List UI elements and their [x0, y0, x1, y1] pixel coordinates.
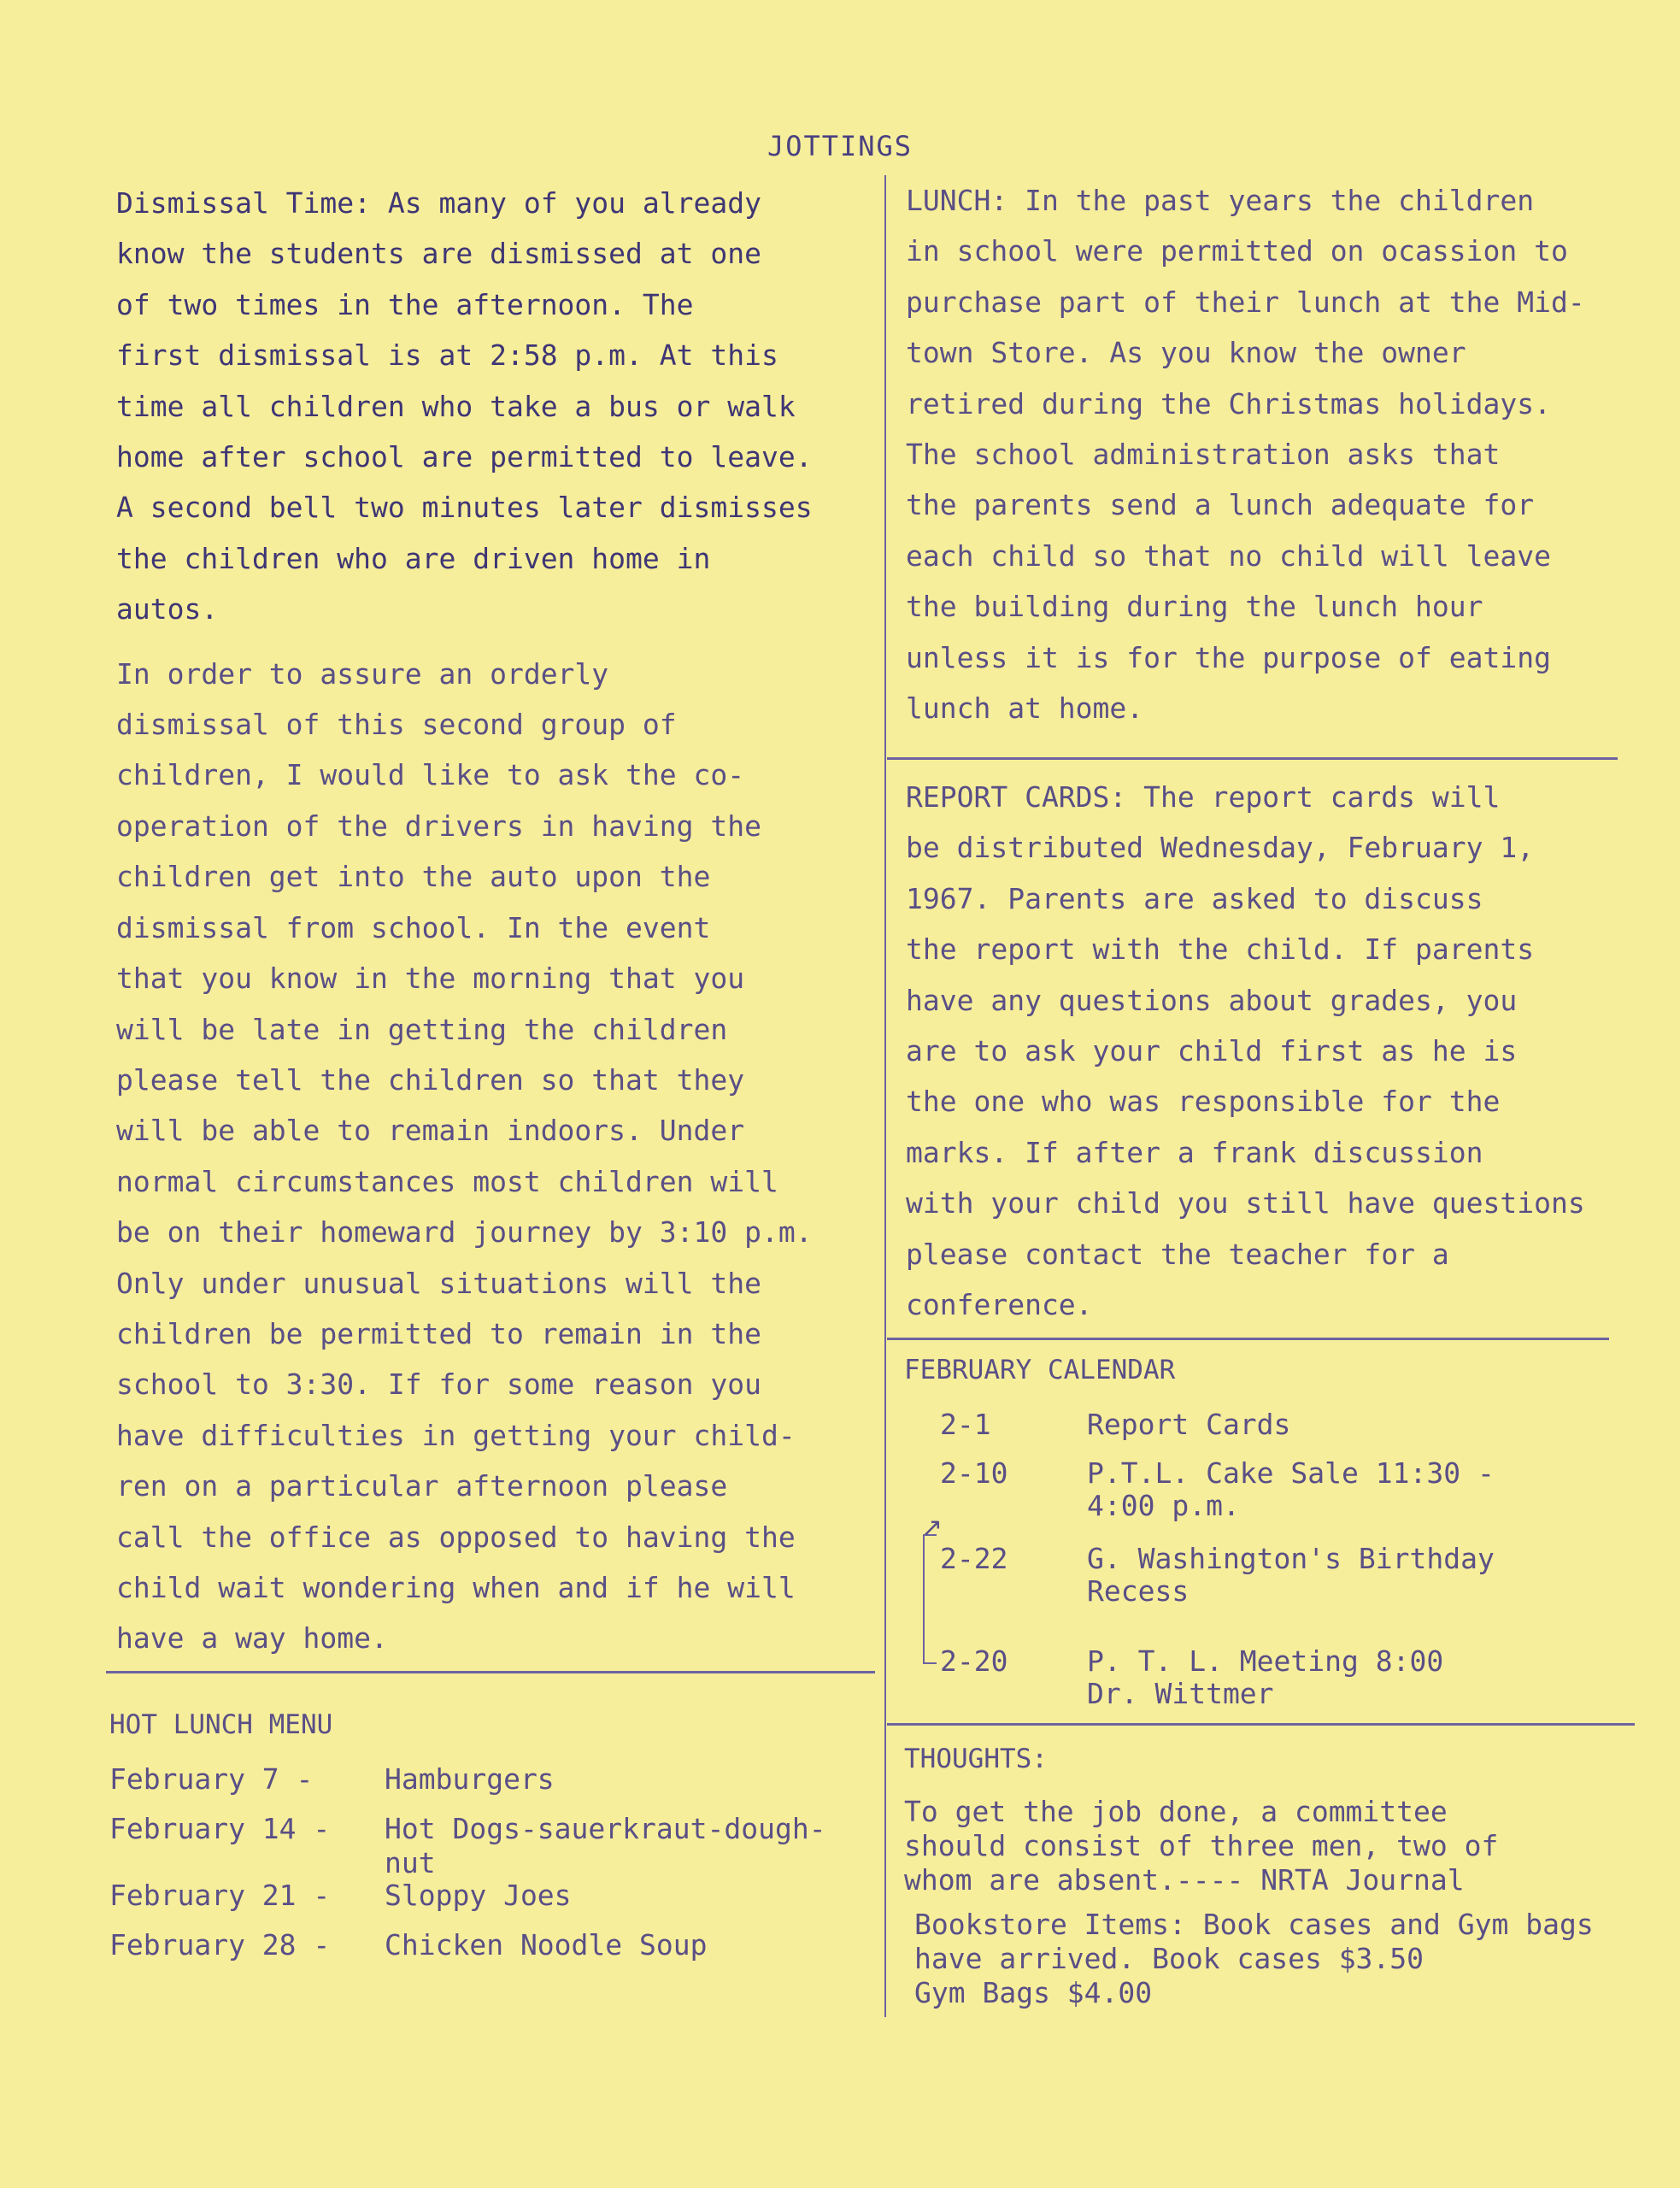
menu-date: February 28 -	[109, 1928, 331, 1962]
lunch-section	[906, 175, 1658, 733]
calendar-date: 2-20	[940, 1644, 1008, 1678]
dismissal-paragraph-2: In order to assure an orderly dismissal of this second group of children, I would like to ask the co- operation of the drivers in having the children get into the auto upon the dismissal from school. In the event that you know in the morning that you will be late in getting the children please tell the children so that they will be able to remain indoors. Under normal circumstances most children will be on their homeward journey by 3:10 p.m. Only under unusual situations will the children be permitted to remain in the school to 3:30. If for some reason you have difficulties in getting your child- ren on a particular afternoon please call the office as opposed to having the child wait wondering when and if he will have a way home.	[116, 656, 813, 1656]
menu-food: Sloppy Joes	[385, 1879, 572, 1912]
dismissal-paragraph-1: Dismissal Time: As many of you already know the students are dismissed at one of two times in the afternoon. The first dismissal is at 2:58 p.m. At this time all children who take a bus or walk home after school are permitted to leave. A second bell two minutes later dismisses the children who are driven home in autos.	[116, 186, 813, 626]
menu-food: Hot Dogs-sauerkraut-dough- nut	[385, 1812, 826, 1879]
page-title: JOTTINGS	[767, 130, 913, 162]
calendar-date: 2-10	[940, 1456, 1008, 1490]
calendar-event: P.T.L. Cake Sale 11:30 - 4:00 p.m.	[1087, 1456, 1495, 1522]
hot-lunch-heading: HOT LUNCH MENU	[109, 1709, 333, 1740]
bookstore-notice: Bookstore Items: Book cases and Gym bags have arrived. Book cases $3.50 Gym Bags $4.00	[914, 1908, 1594, 2009]
menu-date: February 14 -	[109, 1812, 331, 1845]
calendar-heading: FEBRUARY CALENDAR	[904, 1355, 1176, 1385]
calendar-date: 2-1	[940, 1408, 991, 1441]
left-divider	[106, 1671, 875, 1673]
calendar-date: 2-22	[940, 1542, 1008, 1575]
menu-date: February 21 -	[109, 1879, 331, 1912]
right-divider-2	[887, 1338, 1609, 1340]
report-cards-text: REPORT CARDS: The report cards will be distributed Wednesday, February 1, 1967. Parents are asked to discuss the report with the child. If parents have any questions about grades, you are to ask your child first as he is the one who was responsible for the marks. If after a frank discussion with your child you still have questions please contact the teacher for a conference.	[906, 780, 1585, 1322]
column-divider	[884, 175, 886, 2017]
menu-food: Hamburgers	[385, 1762, 555, 1796]
arrow-icon: ↗	[921, 1513, 943, 1543]
calendar-event: P. T. L. Meeting 8:00 Dr. Wittmer	[1087, 1644, 1444, 1710]
thoughts-heading: THOUGHTS:	[904, 1744, 1048, 1774]
thoughts-quote: To get the job done, a committee should consist of three men, two of whom are absent.---- NRTA Journal	[904, 1795, 1499, 1897]
menu-date: February 7 -	[109, 1762, 314, 1796]
right-divider-3	[887, 1723, 1635, 1726]
right-divider-1	[887, 757, 1618, 760]
calendar-bracket	[923, 1534, 937, 1664]
report-cards-section	[906, 772, 1658, 1330]
calendar-event: G. Washington's Birthday Recess	[1087, 1542, 1495, 1608]
dismissal-section	[116, 178, 885, 1664]
menu-food: Chicken Noodle Soup	[385, 1928, 708, 1962]
lunch-text: LUNCH: In the past years the children in school were permitted on ocassion to purchase part of their lunch at the Mid- town Store. As you know the owner retired during the Christmas holidays. The school administration asks that the parents send a lunch adequate for each child so that no child will leave the building during the lunch hour unless it is for the purpose of eating lunch at home.	[906, 184, 1585, 726]
calendar-event: Report Cards	[1087, 1408, 1291, 1441]
